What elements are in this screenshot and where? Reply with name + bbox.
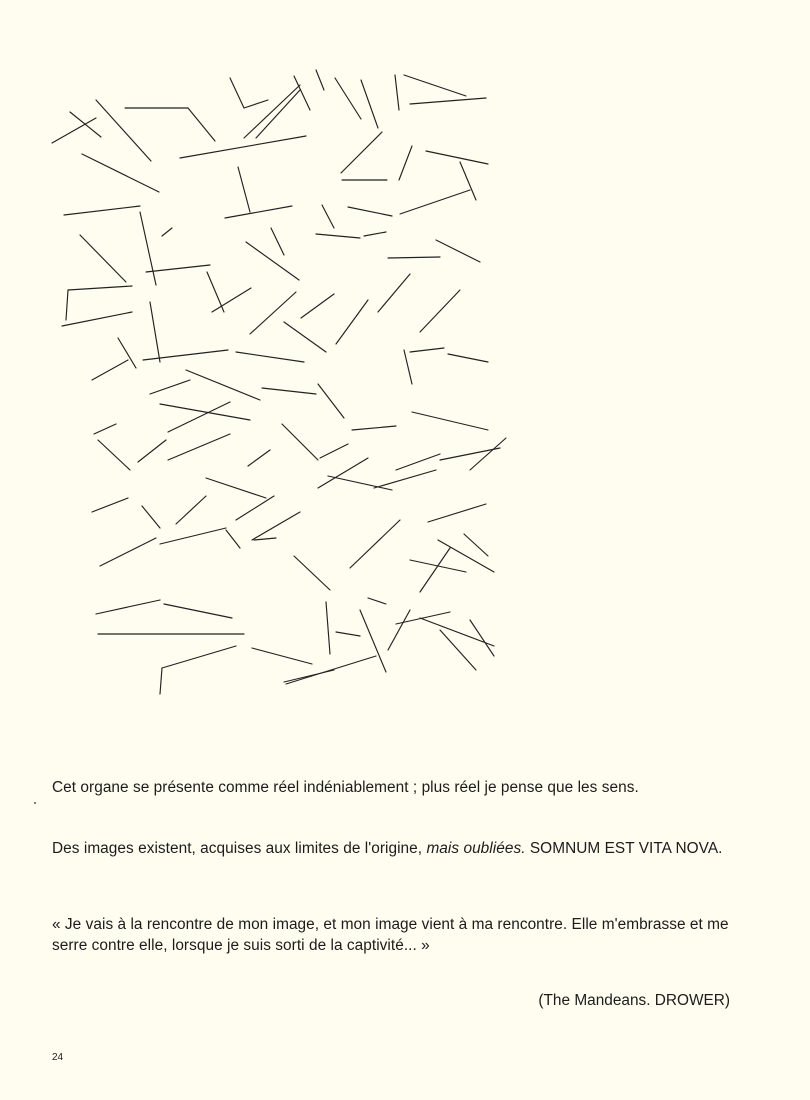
drawing-stroke xyxy=(464,534,488,556)
drawing-stroke xyxy=(396,454,440,470)
drawing-stroke xyxy=(143,350,228,360)
drawing-stroke xyxy=(404,75,466,96)
drawing-stroke xyxy=(410,348,444,352)
drawing-stroke xyxy=(66,290,68,320)
drawing-stroke xyxy=(388,257,440,258)
drawing-stroke xyxy=(368,598,386,604)
drawing-stroke xyxy=(470,438,506,470)
drawing-stroke xyxy=(160,528,226,544)
drawing-stroke xyxy=(226,530,240,548)
drawing-stroke xyxy=(150,380,190,394)
drawing-stroke xyxy=(322,205,334,228)
drawing-stroke xyxy=(94,424,116,434)
drawing-stroke xyxy=(248,450,270,466)
drawing-stroke xyxy=(400,190,470,214)
page-number: 24 xyxy=(52,1052,64,1063)
drawing-stroke xyxy=(320,444,348,458)
drawing-stroke xyxy=(426,151,488,164)
drawing-stroke xyxy=(335,78,361,119)
paragraph-images-end: SOMNUM EST VITA NOVA. xyxy=(525,840,723,857)
drawing-stroke xyxy=(225,206,292,218)
drawing-stroke xyxy=(360,610,386,672)
drawing-stroke xyxy=(388,610,410,650)
drawing-stroke xyxy=(162,646,236,668)
drawing-stroke xyxy=(252,648,312,664)
drawing-stroke xyxy=(440,630,476,670)
drawing-stroke xyxy=(396,612,450,624)
drawing-stroke xyxy=(341,132,382,173)
drawing-stroke xyxy=(460,162,476,200)
drawing-stroke xyxy=(98,440,130,470)
drawing-stroke xyxy=(438,540,494,572)
drawing-stroke xyxy=(316,234,360,238)
paragraph-images-start: Des images existent, acquises aux limites de l'origine, xyxy=(52,840,427,857)
drawing-stroke xyxy=(80,235,126,282)
drawing-stroke xyxy=(188,108,215,141)
drawing-stroke xyxy=(440,448,500,460)
paragraph-organ: Cet organe se présente comme réel indéniablement ; plus réel je pense que les sens. xyxy=(52,779,639,796)
drawing-stroke xyxy=(186,370,260,400)
drawing-stroke xyxy=(164,604,232,618)
drawing-stroke xyxy=(52,118,96,143)
drawing-stroke xyxy=(410,98,486,104)
drawing-stroke xyxy=(62,312,132,326)
drawing-stroke xyxy=(206,478,266,498)
drawing-stroke xyxy=(236,496,274,520)
paragraph-images-italic: mais oubliées. xyxy=(426,840,526,857)
drawing-stroke xyxy=(146,265,210,272)
drawing-stroke xyxy=(160,668,162,694)
drawing-stroke xyxy=(236,352,304,362)
drawing-stroke xyxy=(395,75,399,110)
drawing-stroke xyxy=(250,292,296,334)
drawing-stroke xyxy=(82,154,159,192)
drawing-stroke xyxy=(92,360,128,380)
drawing-stroke xyxy=(176,496,206,524)
drawing-stroke xyxy=(436,240,480,262)
drawing-stroke xyxy=(138,440,166,462)
drawing-stroke xyxy=(64,206,140,215)
drawing-stroke xyxy=(412,412,488,430)
drawing-stroke xyxy=(350,520,400,568)
drawing-stroke xyxy=(318,384,344,418)
drawing-stroke xyxy=(271,228,284,255)
drawing-stroke xyxy=(140,212,156,285)
drawing-stroke xyxy=(399,146,412,180)
drawing-stroke xyxy=(168,434,230,460)
drawing-stroke xyxy=(364,232,386,236)
drawing-stroke xyxy=(70,112,101,137)
drawing-stroke xyxy=(284,322,326,352)
drawing-stroke xyxy=(142,506,160,528)
drawing-stroke xyxy=(160,404,250,420)
drawing-stroke xyxy=(448,354,488,362)
drawing-stroke xyxy=(68,286,132,290)
drawing-stroke xyxy=(352,426,396,430)
drawing-stroke xyxy=(316,70,324,90)
drawing-stroke xyxy=(282,424,318,460)
line-drawing-illustration xyxy=(40,60,520,710)
drawing-stroke xyxy=(404,350,412,384)
drawing-stroke xyxy=(256,90,300,138)
drawing-stroke xyxy=(92,498,128,512)
drawing-stroke xyxy=(238,167,250,212)
paragraph-images xyxy=(52,838,742,859)
drawing-stroke xyxy=(252,512,300,540)
paper-speck xyxy=(34,802,36,804)
drawing-stroke xyxy=(212,288,251,312)
drawing-stroke xyxy=(294,556,330,590)
drawing-stroke xyxy=(162,228,172,236)
drawing-stroke xyxy=(244,100,268,108)
drawing-stroke xyxy=(336,300,368,344)
drawing-stroke xyxy=(420,548,450,592)
drawing-stroke xyxy=(254,538,276,540)
drawing-stroke xyxy=(428,504,486,522)
drawing-stroke xyxy=(348,207,392,216)
drawing-stroke xyxy=(244,85,300,138)
drawing-stroke xyxy=(180,136,306,158)
drawing-stroke xyxy=(378,274,410,312)
drawing-stroke xyxy=(326,602,330,654)
drawing-stroke xyxy=(150,302,160,362)
drawing-stroke xyxy=(420,618,494,646)
drawing-stroke xyxy=(328,476,392,490)
drawing-stroke xyxy=(336,632,360,636)
drawing-stroke xyxy=(301,294,334,318)
drawing-stroke xyxy=(100,538,156,566)
drawing-stroke xyxy=(420,290,460,332)
drawing-stroke xyxy=(96,600,160,614)
drawing-stroke xyxy=(230,78,244,108)
drawing-stroke xyxy=(262,388,316,394)
drawing-stroke xyxy=(374,470,436,488)
drawing-stroke xyxy=(246,242,299,280)
drawing-stroke xyxy=(96,100,151,161)
drawing-stroke xyxy=(294,76,310,110)
quotation-source: (The Mandeans. DROWER) xyxy=(538,992,730,1009)
drawing-stroke xyxy=(361,80,378,128)
quotation: « Je vais à la rencontre de mon image, et mon image vient à ma rencontre. Elle m'embrasse et me serre contre elle, lorsque je suis sorti de la captivité... » xyxy=(52,916,729,954)
